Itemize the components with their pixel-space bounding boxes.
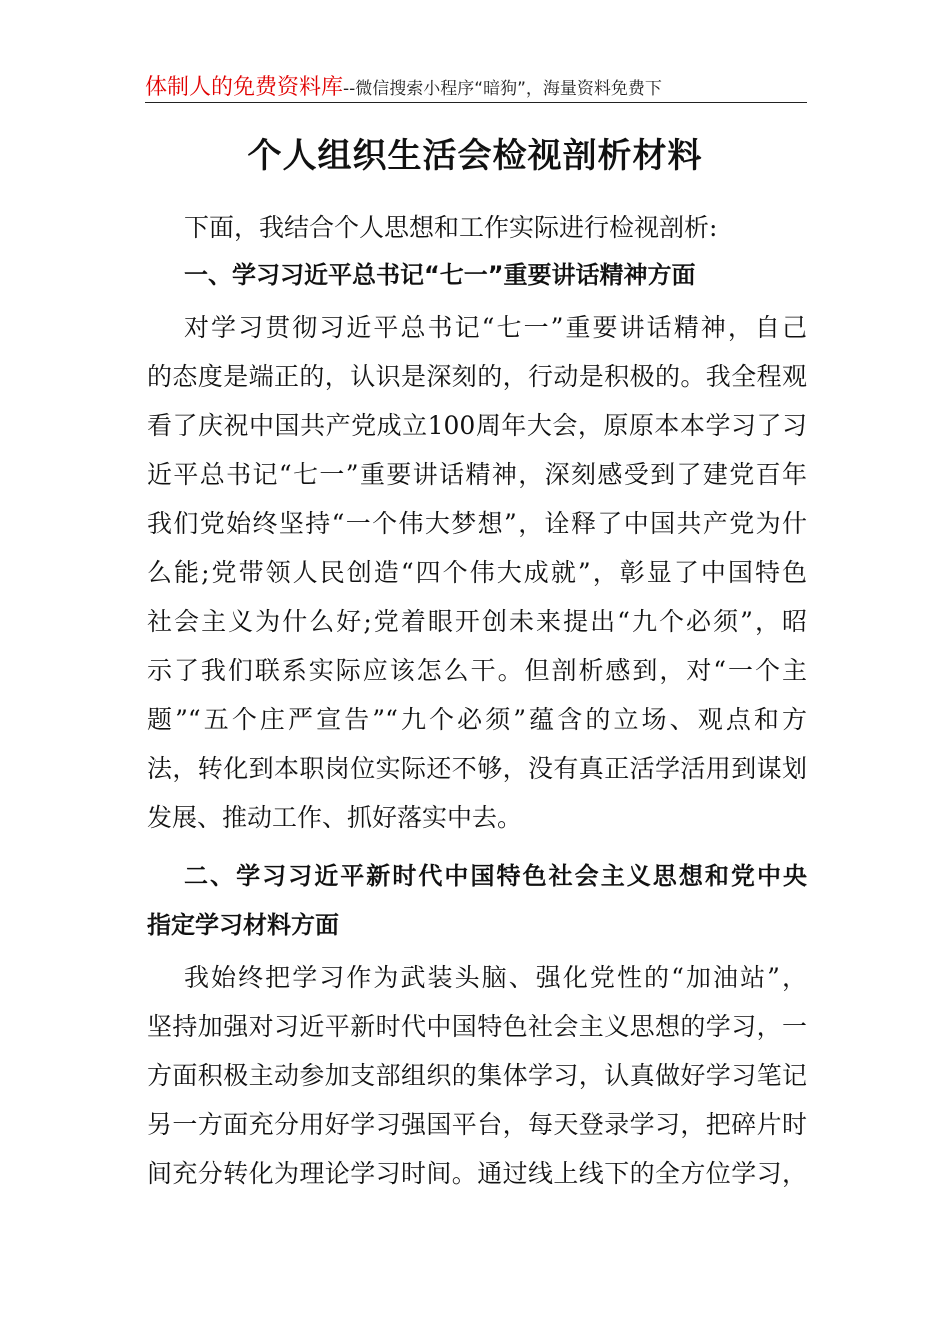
section1-line: 看了庆祝中国共产党成立100周年大会，原原本本学习了习 xyxy=(147,411,807,440)
document-title: 个人组织生活会检视剖析材料 xyxy=(247,136,703,176)
section2-line: 我始终把学习作为武装头脑、强化党性的“加油站”， xyxy=(184,963,807,992)
section1-line: 么能;党带领人民创造“四个伟大成就”，彰显了中国特色 xyxy=(147,558,807,587)
section1-line: 发展、推动工作、抓好落实中去。 xyxy=(147,803,523,832)
section1-heading: 一、学习习近平总书记“七一”重要讲话精神方面 xyxy=(184,261,696,289)
section2-line: 间充分转化为理论学习时间。通过线上线下的全方位学习， xyxy=(147,1159,807,1188)
section2-heading-line2: 指定学习材料方面 xyxy=(147,911,339,939)
section1-line: 法，转化到本职岗位实际还不够，没有真正活学活用到谋划 xyxy=(147,754,807,783)
section1-line: 题”“五个庄严宣告”“九个必须”蕴含的立场、观点和方 xyxy=(147,705,807,734)
section2-line: 坚持加强对习近平新时代中国特色社会主义思想的学习，一 xyxy=(147,1012,807,1041)
section2-heading-line1: 二、学习习近平新时代中国特色社会主义思想和党中央 xyxy=(184,862,807,890)
section1-line: 示了我们联系实际应该怎么干。但剖析感到，对“一个主 xyxy=(147,656,807,685)
section1-line: 社会主义为什么好;党着眼开创未来提出“九个必须”，昭 xyxy=(147,607,807,636)
section1-line: 我们党始终坚持“一个伟大梦想”，诠释了中国共产党为什 xyxy=(147,509,807,538)
header-brand: 体制人的免费资料库 xyxy=(145,75,344,100)
section1-line: 对学习贯彻习近平总书记“七一”重要讲话精神，自己 xyxy=(184,313,807,342)
section2-line: 另一方面充分用好学习强国平台，每天登录学习，把碎片时 xyxy=(147,1110,807,1139)
page-header xyxy=(145,70,807,103)
intro-paragraph: 下面，我结合个人思想和工作实际进行检视剖析: xyxy=(184,213,718,242)
header-tagline: --微信搜索小程序“暗狗”，海量资料免费下 xyxy=(343,79,662,99)
section1-line: 近平总书记“七一”重要讲话精神，深刻感受到了建党百年 xyxy=(147,460,807,489)
section2-line: 方面积极主动参加支部组织的集体学习，认真做好学习笔记 xyxy=(147,1061,807,1090)
section1-line: 的态度是端正的，认识是深刻的，行动是积极的。我全程观 xyxy=(147,362,807,391)
